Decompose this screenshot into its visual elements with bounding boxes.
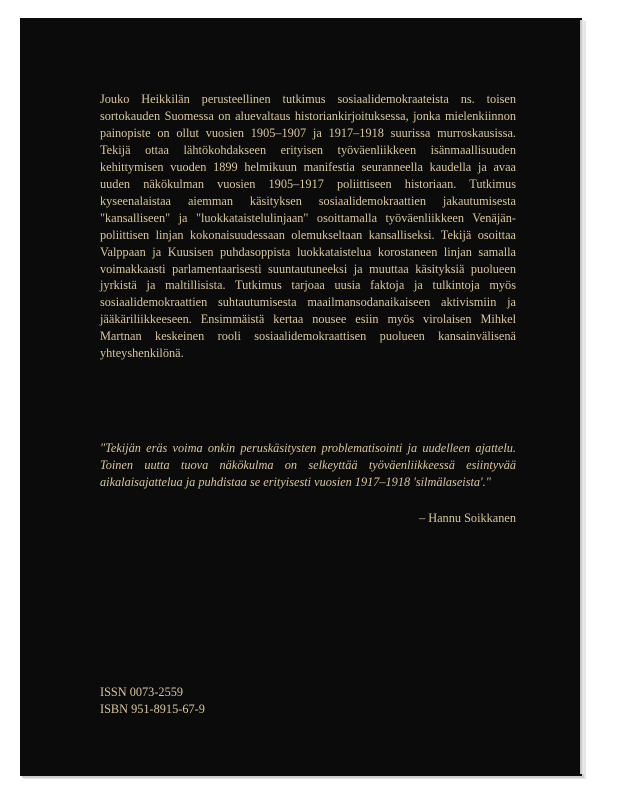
quote-attribution: – Hannu Soikkanen: [419, 511, 516, 525]
publication-identifiers: [100, 684, 205, 718]
review-quote: "Tekijän eräs voima onkin peruskäsitysten problematisointi ja uudelleen ajattelu. Toinen uutta tuova näkökulma on selkeyttää työväenliikkeessä esiintyvää aikalaisajattelua ja puhdistaa se erityisesti vuosien 1917–1918 'silmälaseista'.": [100, 441, 516, 489]
isbn-number: ISBN 951-8915-67-9: [100, 702, 205, 716]
blurb-text: Jouko Heikkilän perusteellinen tutkimus sosiaalidemokraateista ns. toisen sortokauden Suomessa on aluevaltaus historiankirjoituksessa, jonka mielenkiinnon painopiste on ollut vuosien 1905–1907 ja 1917–1918 suurissa murroskausissa. Tekijä ottaa lähtökohdakseen erityisen työväenliikkeen isänmaallisuuden kehittymisen vuoden 1899 helmikuun manifestia seuranneella kaudella ja avaa uuden näkökulman vuosien 1905–1917 poliittiseen historiaan. Tutkimus kyseenalaistaa aiemman käsityksen sosiaalidemokraattien jakautumisesta "kansalliseen" ja "luokkataistelulinjaan" osoittamalla työväenliikkeen Venäjän-poliittisen linjan kokonaisuudessaan olemukseltaan kansalliseksi. Tekijä osoittaa Valppaan ja Kuusisen puhdasoppista luokkataistelua korostaneen linjan samalla voimakkaasti parlamentaarisesti suuntautuneeksi ja muuttaa käsityksiä puolueen jyrkistä ja maltillisista. Tutkimus tarjoaa uusia faktoja ja tulkintoja myös sosiaalidemokraattien suhtautumisesta maailmansodanaikaiseen aktivismiin ja jääkäriliikkeeseen. Ensimmäistä kertaa nousee esiin myös virolaisen Mihkel Martnan keskeinen rooli sosiaalidemokraattisen puolueen kansainvälisenä yhteyshenkilönä.: [100, 92, 516, 361]
cover-page-edge: [580, 20, 584, 774]
issn-number: ISSN 0073-2559: [100, 685, 184, 699]
